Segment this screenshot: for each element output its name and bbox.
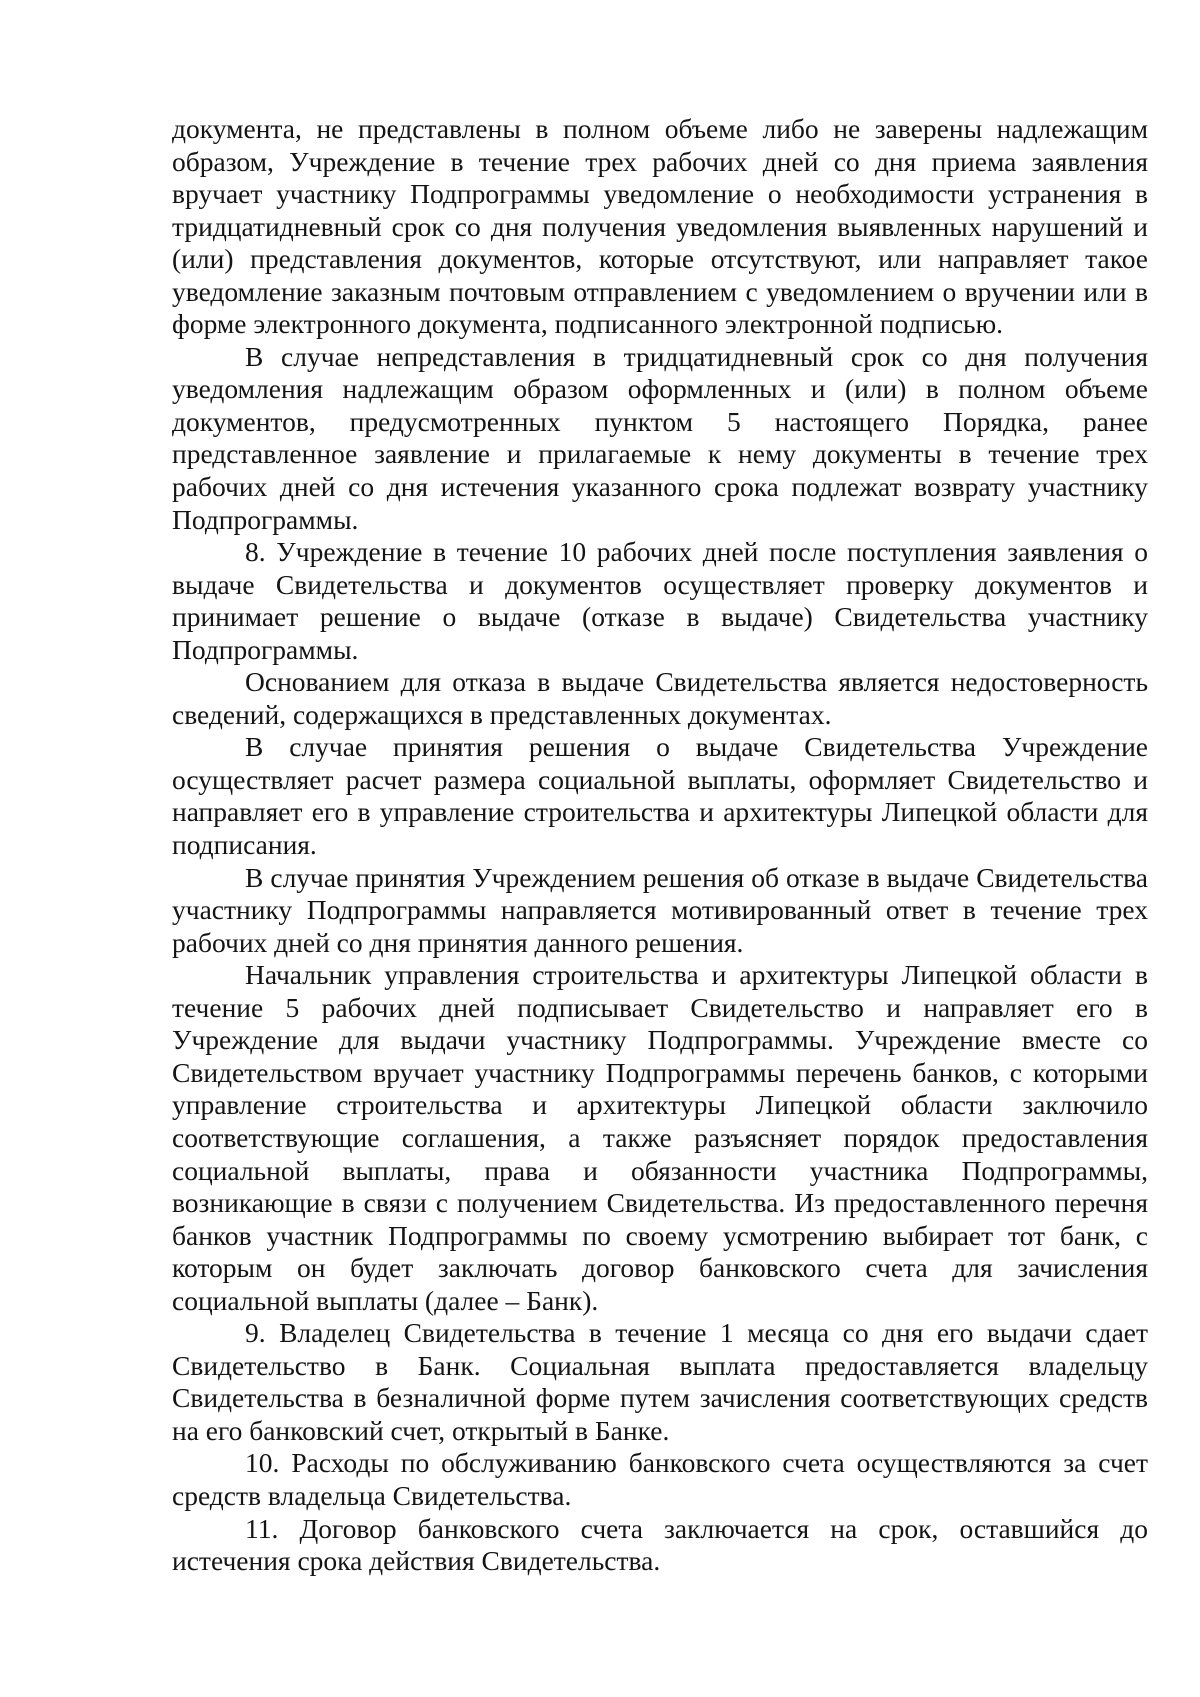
paragraph-documents-return: В случае непредставления в тридцатидневный срок со дня получения уведомления надлежащим образом оформленных и (или) в полном объеме документов, предусмотренных пунктом 5 настоящего Порядка, ранее представленное заявление и прилагаемые к нему документы в течение трех рабочих дней со дня истечения указанного срока подлежат возврату участнику Подпрограммы. [172, 340, 1148, 535]
paragraph-refusal-decision: В случае принятия Учреждением решения об отказе в выдаче Свидетельства участнику Подпрограммы направляется мотивированный ответ в течение трех рабочих дней со дня принятия данного решения. [172, 861, 1148, 958]
paragraph-item-9: 9. Владелец Свидетельства в течение 1 месяца со дня его выдачи сдает Свидетельство в Банк. Социальная выплата предоставляется владельцу Свидетельства в безналичной форме путем зачисления соответствующих средств на его банковский счет, открытый в Банке. [172, 1317, 1148, 1446]
paragraph-notice-deficiencies: документа, не представлены в полном объеме либо не заверены надлежащим образом, Учреждение в течение трех рабочих дней со дня приема заявления вручает участнику Подпрограммы уведомление о необходимости устранения в тридцатидневный срок со дня получения уведомления выявленных нарушений и (или) представления документов, которые отсутствуют, или направляет такое уведомление заказным почтовым отправлением с уведомлением о вручении или в форме электронного документа, подписанного электронной подписью. [172, 113, 1148, 340]
paragraph-head-signature: Начальник управления строительства и архитектуры Липецкой области в течение 5 рабочих дней подписывает Свидетельство и направляет его в Учреждение для выдачи участнику Подпрограммы. Учреждение вместе со Свидетельством вручает участнику Подпрограммы перечень банков, с которыми управление строительства и архитектуры Липецкой области заключило соответствующие соглашения, а также разъясняет порядок предоставления социальной выплаты, права и обязанности участника Подпрограммы, возникающие в связи с получением Свидетельства. Из предоставленного перечня банков участник Подпрограммы по своему усмотрению выбирает тот банк, с которым он будет заключать договор банковского счета для зачисления социальной выплаты (далее – Банк). [172, 959, 1148, 1316]
paragraph-item-10: 10. Расходы по обслуживанию банковского счета осуществляются за счет средств владельца Свидетельства. [172, 1447, 1148, 1511]
paragraph-issue-decision: В случае принятия решения о выдаче Свидетельства Учреждение осуществляет расчет размера социальной выплаты, оформляет Свидетельство и направляет его в управление строительства и архитектуры Липецкой области для подписания. [172, 731, 1148, 861]
paragraph-item-11: 11. Договор банковского счета заключается на срок, оставшийся до истечения срока действия Свидетельства. [172, 1512, 1148, 1577]
document-page [172, 113, 1148, 1578]
paragraph-refusal-grounds: Основанием для отказа в выдаче Свидетельства является недостоверность сведений, содержащихся в представленных документах. [172, 666, 1148, 730]
paragraph-item-8: 8. Учреждение в течение 10 рабочих дней после поступления заявления о выдаче Свидетельства и документов осуществляет проверку документов и принимает решение о выдаче (отказе в выдаче) Свидетельства участнику Подпрограммы. [172, 536, 1148, 665]
